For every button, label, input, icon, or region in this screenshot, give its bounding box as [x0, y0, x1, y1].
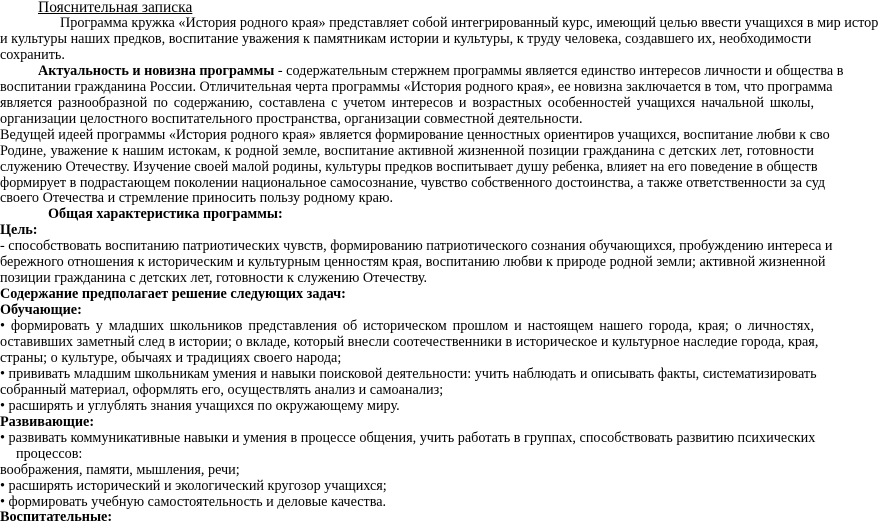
line-text: служению Отечеству. Изучение своей малой родины, культуры предков воспитывает душу ребенка, влияет на его поведение в обществ	[0, 158, 818, 175]
text-line	[0, 446, 82, 463]
text-line	[0, 127, 830, 144]
line-text: • формировать учебную самостоятельность и деловые качества.	[0, 493, 387, 510]
text-line	[0, 302, 82, 319]
text-line	[0, 159, 818, 176]
text-line	[0, 254, 826, 271]
text-line	[0, 143, 814, 160]
line-text: и культуры наших предков, воспитание уважения к памятникам истории и культуры, к труду человека, создавшего их, необходимости	[0, 30, 812, 47]
text-line	[0, 47, 65, 64]
line-text: • расширять и углублять знания учащихся по окружающему миру.	[0, 397, 400, 414]
line-text: оставивших заметный след в истории; о вкладе, который внесли соотечественники в историческое и культурное наследие города, края,	[0, 334, 819, 350]
text-line	[0, 222, 38, 239]
text-line	[0, 111, 583, 128]
text-line	[0, 31, 811, 48]
line-text: бережного отношения к историческим и культурным ценностям края, воспитанию любви к природе родной земли; активной жизненной	[0, 254, 826, 271]
line-text: • развивать коммуникативные навыки и умения в процессе общения, учить работать в группах, способствовать развитию психических	[0, 429, 816, 446]
line-text: воображения, памяти, мышления, речи;	[0, 461, 240, 478]
line-text: страны; о культуре, обычаях и традициях своего народа;	[0, 349, 342, 366]
line-text: Программа кружка «История родного края» представляет собой интегрированный курс, имеющий целью ввести учащихся в мир истор	[60, 15, 878, 31]
bold-heading: Воспитательные:	[0, 509, 113, 526]
line-text: сохранить.	[0, 46, 65, 63]
text-line	[0, 286, 346, 303]
line-text: воспитании гражданина России. Отличительная черта программы «История родного края», ее новизна заключается в том, что программа	[0, 78, 833, 95]
text-line	[0, 63, 843, 80]
text-line	[0, 350, 341, 367]
bold-heading: Обучающие:	[0, 302, 82, 319]
bold-heading: Общая характеристика программы:	[48, 206, 283, 223]
document-title: Пояснительная записка	[38, 0, 193, 16]
text-line	[0, 238, 833, 255]
text-line	[0, 382, 443, 399]
text-line	[0, 509, 112, 526]
line-text: является разнообразной по содержанию, составлена с учетом интересов и возрастных особенностей учащихся начальной школы,	[0, 94, 814, 111]
line-text: организации целостного воспитательного пространства, организации совместной деятельности.	[0, 110, 583, 127]
text-line	[0, 462, 240, 479]
line-text: - содержательным стержнем программы является единство интересов личности и общества в	[274, 62, 844, 79]
line-text: собранный материал, оформлять его, осуществлять анализ и самоанализ;	[0, 381, 444, 398]
line-text: • формировать у младших школьников представления об историческом прошлом и настоящем нашего города, края; о личностях,	[0, 318, 814, 335]
text-line	[0, 334, 818, 351]
text-line	[0, 478, 387, 495]
line-text: процессов:	[16, 445, 83, 462]
bold-heading: Развивающие:	[0, 413, 95, 430]
line-text: Родине, уважение к нашим истокам, к родной земле, воспитание активной жизненной позиции гражданина с детских лет, готовности	[0, 142, 814, 159]
text-line	[0, 430, 815, 447]
text-line	[0, 190, 393, 207]
line-text: позиции гражданина с детских лет, готовности к служению Отечеству.	[0, 270, 428, 287]
line-text: - способствовать воспитанию патриотических чувств, формированию патриотического сознания обучающихся, пробуждению интереса и	[0, 238, 833, 255]
text-line	[0, 175, 825, 192]
text-line	[0, 494, 386, 511]
bold-heading: Содержание предполагает решение следующих задач:	[0, 286, 346, 303]
text-line	[0, 79, 833, 96]
line-text: формирует в подрастающем поколении национальное самосознание, чувство собственного достоинства, а также ответственности за суд	[0, 174, 826, 191]
text-line	[0, 15, 878, 32]
line-text: • расширять исторический и экологический кругозор учащихся;	[0, 477, 387, 494]
bold-heading: Цель:	[0, 222, 38, 239]
line-text: Ведущей идеей программы «История родного края» является формирование ценностных ориентиров учащихся, воспитание любви к сво	[0, 126, 830, 143]
text-line	[0, 414, 94, 431]
text-line	[0, 95, 814, 112]
line-text: своего Отечества и стремление приносить пользу родному краю.	[0, 190, 394, 207]
text-line	[0, 366, 817, 383]
text-line	[0, 398, 400, 415]
text-line	[0, 206, 283, 223]
text-line	[0, 318, 814, 335]
line-text: • прививать младшим школьникам умения и навыки поисковой деятельности: учить наблюдать и описывать факты, систематизировать	[0, 365, 817, 382]
bold-heading: Актуальность и новизна программы	[38, 62, 275, 79]
text-line	[0, 270, 427, 287]
